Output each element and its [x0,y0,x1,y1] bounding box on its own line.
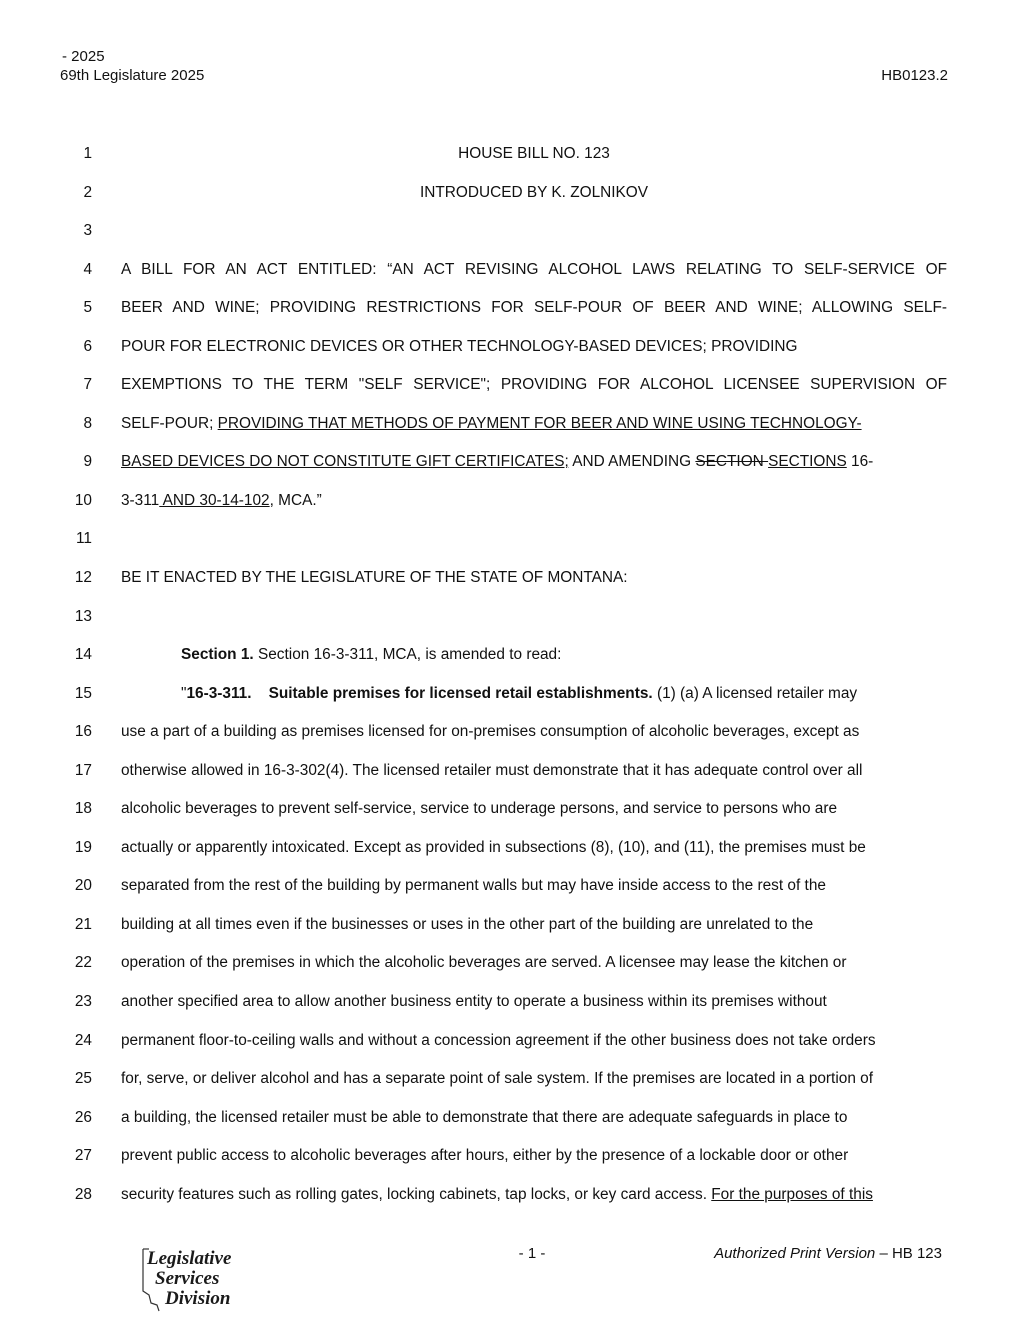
text-line [0,713,1024,752]
text-run: , MCA.” [269,491,322,509]
line-number: 4 [83,260,92,278]
text-line [0,443,1024,482]
line-number: 16 [74,723,92,741]
inserted-text: BASED DEVICES DO NOT CONSTITUTE GIFT CERTIFICATES; [121,453,569,471]
line-number: 23 [74,993,92,1011]
line-text: a building, the licensed retailer must be able to demonstrate that there are adequate safeguards in place to [121,1108,848,1126]
text-run: (1) (a) A licensed retailer may [652,684,858,702]
line-text [121,443,947,482]
line-number: 22 [74,954,92,972]
text-line [0,1099,1024,1138]
line-text: actually or apparently intoxicated. Except as provided in subsections (8), (10), and (11), the premises must be [121,838,866,856]
section-label: Section 1. [181,646,254,664]
inserted-text: PROVIDING THAT METHODS OF PAYMENT FOR BEER AND WINE USING TECHNOLOGY- [217,414,862,432]
text-line [0,752,1024,791]
text-line [0,1060,1024,1099]
line-text: EXEMPTIONS TO THE TERM "SELF SERVICE"; PROVIDING FOR ALCOHOL LICENSEE SUPERVISION OF [121,376,947,394]
line-number: 5 [83,299,92,317]
line-text [121,675,947,714]
text-line [0,598,1024,637]
line-text: prevent public access to alcoholic beverages after hours, either by the presence of a lockable door or other [121,1147,849,1165]
line-number: 7 [83,376,92,394]
line-number: 6 [83,337,92,355]
line-number: 1 [83,145,92,162]
deleted-text: SECTION [695,453,769,471]
line-number: 12 [74,569,92,587]
line-number: 11 [76,530,92,548]
text-run: 16- [846,453,874,471]
text-line [0,289,1024,328]
line-number: 19 [74,838,92,856]
header-bill-id: HB0123.2 [881,67,948,84]
text-run: security features such as rolling gates, locking cabinets, tap locks, or key card access. [121,1185,712,1203]
inserted-text: For the purposes of this [711,1185,873,1203]
line-text: for, serve, or deliver alcohol and has a separate point of sale system. If the premises are located in a portion of [121,1070,873,1088]
line-text [121,405,947,444]
auth-bill: – HB 123 [875,1245,942,1262]
logo-line-3: Division [165,1288,231,1309]
text-run: " [181,684,187,702]
line-text: A BILL FOR AN ACT ENTITLED: “AN ACT REVISING ALCOHOL LAWS RELATING TO SELF-SERVICE OF [121,260,947,278]
line-number: 9 [83,453,92,471]
text-line [0,636,1024,675]
text-line [0,906,1024,945]
line-number: 10 [74,491,92,509]
line-number: 27 [74,1147,92,1165]
line-number: 28 [74,1185,92,1203]
line-text: building at all times even if the businesses or uses in the other part of the building are unrelated to the [121,915,814,933]
bill-title: HOUSE BILL NO. 123 [458,145,610,162]
text-line [0,1137,1024,1176]
inserted-text: SECTIONS [768,453,847,471]
text-line [0,1022,1024,1061]
text-line [0,983,1024,1022]
line-text: BEER AND WINE; PROVIDING RESTRICTIONS FOR SELF-POUR OF BEER AND WINE; ALLOWING SELF- [121,299,947,317]
line-text: another specified area to allow another business entity to operate a business within its premises without [121,993,827,1011]
text-line [0,251,1024,290]
auth-label: Authorized Print Version [714,1245,876,1262]
section-heading [121,636,947,675]
bill-text [0,135,1024,1214]
line-text: otherwise allowed in 16-3-302(4). The licensed retailer must demonstrate that it has adequate control over all [121,761,863,779]
line-text [121,482,947,521]
text-line [0,559,1024,598]
text-run: Section 16-3-311, MCA, is amended to read: [253,646,562,664]
bill-sponsor: INTRODUCED BY K. ZOLNIKOV [419,183,649,201]
line-number: 26 [74,1108,92,1126]
line-number: 2 [83,183,92,201]
line-text: permanent floor-to-ceiling walls and without a concession agreement if the other business does not take orders [121,1031,876,1049]
line-text: operation of the premises in which the alcoholic beverages are served. A licensee may lease the kitchen or [121,954,847,972]
text-line [0,790,1024,829]
authorized-print-version [714,1245,942,1262]
text-line [0,1176,1024,1215]
text-line [0,829,1024,868]
text-line [0,405,1024,444]
text-line [0,135,1024,174]
line-number: 24 [74,1031,92,1049]
line-number: 14 [74,646,92,664]
logo-line-1: Legislative [147,1248,232,1269]
line-number: 15 [74,684,92,702]
line-number: 20 [74,877,92,895]
header-legislature: 69th Legislature 2025 [60,67,205,84]
text-line [0,520,1024,559]
text-line [0,366,1024,405]
line-text: alcoholic beverages to prevent self-service, service to underage persons, and service to persons who are [121,800,838,818]
line-number: 18 [74,800,92,818]
text-line [0,867,1024,906]
page-number: - 1 - [518,1245,546,1262]
text-run: 3-311 [121,491,160,509]
line-number: 17 [74,761,92,779]
inserted-text: AND 30-14-102 [159,491,270,509]
text-line [0,174,1024,213]
line-number: 25 [74,1070,92,1088]
text-line [0,212,1024,251]
line-number: 3 [83,222,92,240]
line-text: separated from the rest of the building by permanent walls but may have inside access to the rest of the [121,877,826,895]
text-line [0,482,1024,521]
line-number: 8 [83,414,92,432]
text-run: SELF-POUR; [121,414,218,432]
text-line [0,328,1024,367]
enacting-clause: BE IT ENACTED BY THE LEGISLATURE OF THE STATE OF MONTANA: [121,569,628,587]
logo-line-2: Services [155,1268,220,1289]
text-line [0,944,1024,983]
text-line [0,675,1024,714]
line-text: use a part of a building as premises licensed for on-premises consumption of alcoholic beverages, except as [121,723,860,741]
text-run: AND AMENDING [568,453,696,471]
line-number: 21 [74,915,92,933]
line-text: POUR FOR ELECTRONIC DEVICES OR OTHER TECHNOLOGY-BASED DEVICES; PROVIDING [121,337,798,355]
header-top: - 2025 [62,48,105,65]
line-text [121,1176,947,1215]
statute-heading: 16-3-311. Suitable premises for licensed retail establishments. [186,684,653,702]
line-number: 13 [74,607,92,625]
